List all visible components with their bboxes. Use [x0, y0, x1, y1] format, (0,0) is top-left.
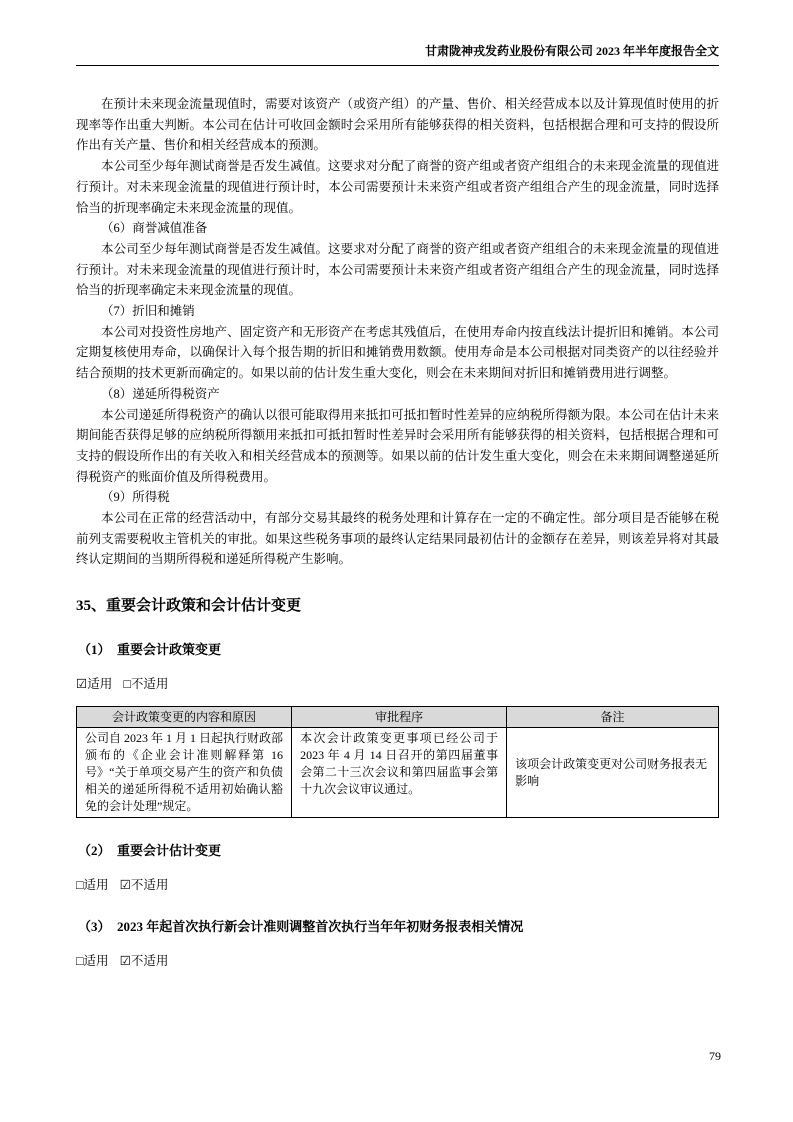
- list-item-heading-income-tax: （9）所得税: [101, 490, 170, 505]
- not-applicable-checkbox-unchecked: □不适用: [123, 677, 169, 692]
- page-number: 79: [709, 1049, 721, 1063]
- table-header-row: [77, 706, 719, 728]
- paragraph: 本公司在正常的经营活动中，有部分交易其最终的税务处理和计算存在一定的不确定性。部分项目是否能够在税前列支需要税收主管机关的审批。如果这些税务事项的最终认定结果同最初估计的金额存在差异，则该差异将对其最终认定期间的当期所得税和递延所得税产生影响。: [76, 511, 719, 567]
- applicable-checkbox-unchecked: □适用: [76, 877, 109, 892]
- table-cell-note: 该项会计政策变更对公司财务报表无影响: [507, 728, 719, 818]
- paragraph: 在预计未来现金流量现值时，需要对该资产（或资产组）的产量、售价、相关经营成本以及计算现值时使用的折现率等作出重大判断。本公司在估计可收回金额时会采用所有能够获得的相关资料，包括根据合理和可支持的假设所作出有关产量、售价和相关经营成本的预测。: [76, 97, 719, 153]
- page-content: [76, 94, 719, 971]
- applicable-checkbox-unchecked: □适用: [76, 954, 109, 969]
- paragraph: 本公司至少每年测试商誉是否发生减值。这要求对分配了商誉的资产组或者资产组组合的未来现金流量的现值进行预计。对未来现金流量的现值进行预计时，本公司需要预计未来资产组或者资产组组合产生的现金流量，同时选择恰当的折现率确定未来现金流量的现值。: [76, 241, 719, 298]
- report-header-title: 甘肃陇神戎发药业股份有限公司 2023 年半年度报告全文: [76, 44, 719, 66]
- paragraph: 本公司对投资性房地产、固定资产和无形资产在考虑其残值后，在使用寿命内按直线法计提折旧和摊销。本公司定期复核使用寿命，以确保计入每个报告期的折旧和摊销费用数额。使用寿命是本公司根据对同类资产的以往经验并结合预期的技术更新而确定的。如果以前的估计发生重大变化，则会在未来期间对折旧和摊销费用进行调整。: [76, 324, 719, 381]
- table-header-note: 备注: [507, 706, 719, 728]
- table-header-approval-procedure: 审批程序: [292, 706, 507, 728]
- subsection-heading-2: （2） 重要会计估计变更: [78, 842, 222, 858]
- list-item-heading-deferred-tax-assets: （8）递延所得税资产: [101, 386, 220, 401]
- table-cell-content-reason: 公司自 2023 年 1 月 1 日起执行财政部颁布的《企业会计准则解释第 16 号》“关于单项交易产生的资产和负债相关的递延所得税不适用初始确认豁免的会计处理”规定。: [77, 728, 292, 818]
- applicable-checkbox-checked: ☑适用: [76, 677, 113, 692]
- not-applicable-checkbox-checked: ☑不适用: [119, 877, 169, 892]
- paragraph: 本公司递延所得税资产的确认以很可能取得用来抵扣可抵扣暂时性差异的应纳税所得额为限。本公司在估计未来期间能否获得足够的应纳税所得额用来抵扣可抵扣暂时性差异时会采用所有能够获得的相关资料，包括根据合理和可支持的假设所作出的有关收入和相关经营成本的预测等。如果以前的估计发生重大变化，则会在未来期间调整递延所得税资产的账面价值及所得税费用。: [76, 407, 719, 484]
- section-heading-35: 35、重要会计政策和会计估计变更: [76, 598, 302, 615]
- table-cell-approval-procedure: 本次会计政策变更事项已经公司于 2023 年 4 月 14 日召开的第四届董事会第二十三次会议和第四届监事会第十九次会议审议通过。: [292, 728, 507, 818]
- list-item-heading-depreciation-amortization: （7）折旧和摊销: [101, 304, 195, 319]
- subsection-heading-1: （1） 重要会计政策变更: [78, 642, 222, 658]
- not-applicable-checkbox-checked: ☑不适用: [119, 954, 169, 969]
- table-header-content-reason: 会计政策变更的内容和原因: [77, 706, 292, 728]
- applicability-line-3: [76, 953, 719, 971]
- list-item-heading-goodwill-impairment: （6）商誉减值准备: [101, 221, 208, 236]
- policy-change-table: [76, 706, 719, 818]
- applicability-line-1: [76, 676, 719, 694]
- table-row: [77, 728, 719, 818]
- applicability-line-2: [76, 877, 719, 895]
- subsection-heading-3: （3） 2023 年起首次执行新会计准则调整首次执行当年年初财务报表相关情况: [78, 919, 524, 935]
- paragraph: 本公司至少每年测试商誉是否发生减值。这要求对分配了商誉的资产组或者资产组组合的未来现金流量的现值进行预计。对未来现金流量的现值进行预计时，本公司需要预计未来资产组或者资产组组合产生的现金流量，同时选择恰当的折现率确定未来现金流量的现值。: [76, 159, 719, 215]
